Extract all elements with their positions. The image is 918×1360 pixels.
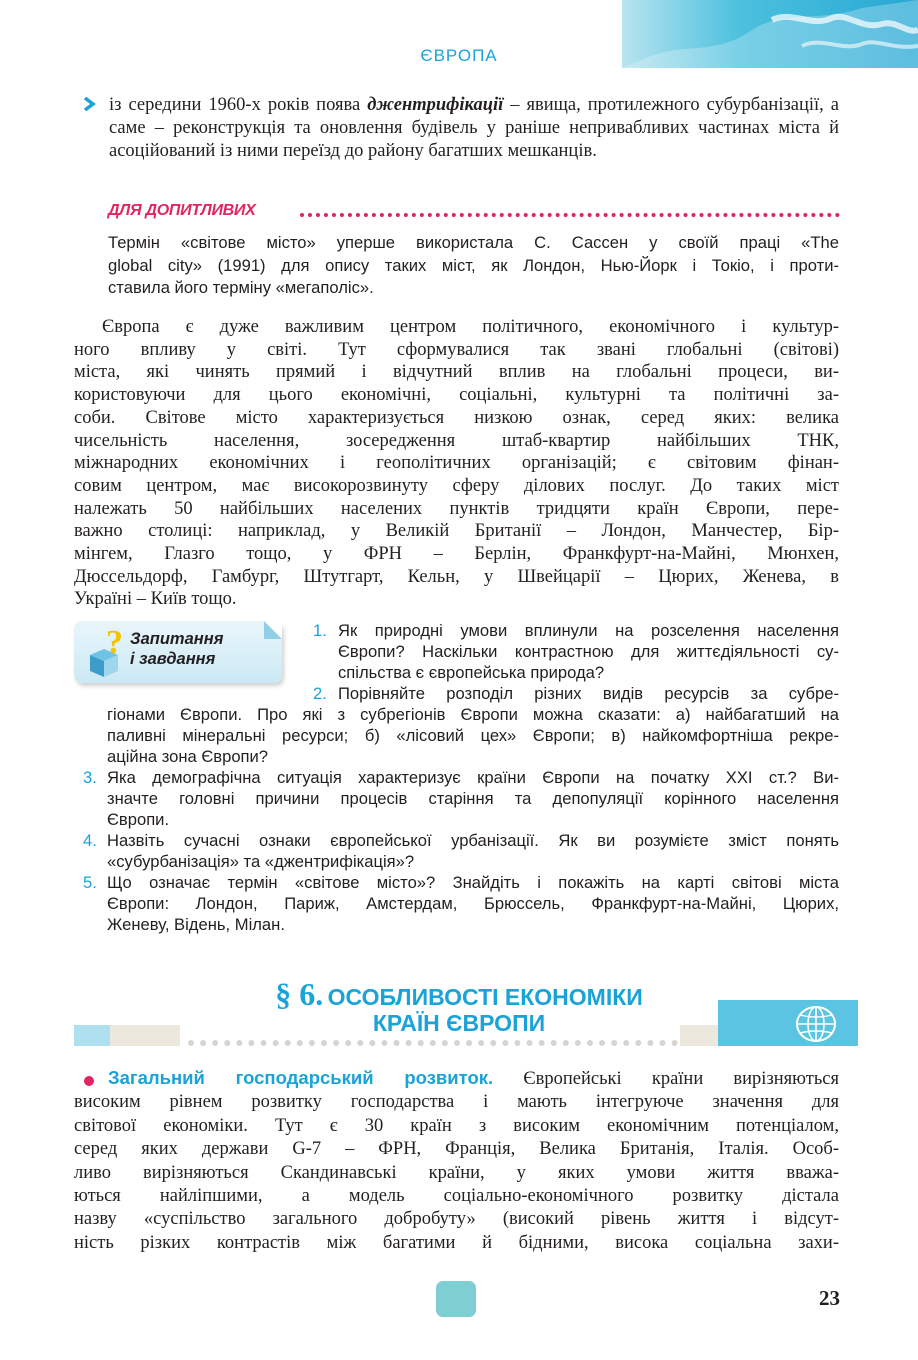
decor-band (74, 1025, 110, 1046)
questions-badge (74, 621, 282, 683)
question-number: 4. (83, 831, 97, 850)
paragraph-line: соби. Світове місто характеризується низкою ознак, серед яких: велика (74, 407, 839, 428)
term-gentrification: джентрифікації (367, 95, 504, 115)
paragraph-number: § 6. (275, 976, 324, 1012)
paragraph-line: совим центром, має високорозвинуту сферу ділових послуг. До таких міст (74, 475, 839, 496)
paragraph-line: назву «суспільство загального добробуту» (високий рівень життя і відсут- (74, 1209, 839, 1230)
paragraph-line: Дюссельдорф, Гамбург, Штутгарт, Кельн, у Швейцарії – Цюрих, Женева, в (74, 566, 839, 587)
paragraph-line: ного впливу у світі. Тут сформувалися так звані глобальні (світові) (74, 339, 839, 360)
question-number: 1. (313, 621, 327, 640)
question-line: аційна зона Європи? (107, 747, 269, 766)
paragraph-line-text: Європейські країни вирізняються (493, 1069, 839, 1089)
paragraph-line: ливо вирізняються Скандинавські країни, у яких умови життя вважа- (74, 1162, 839, 1183)
paragraph-line: ються найліпшими, а модель соціально-економічного розвитку дістала (74, 1186, 839, 1207)
curious-box-text (108, 232, 839, 300)
question-line: спільства є європейська природа? (338, 663, 605, 682)
question-line: Що означає термін «світове місто»? Знайдіть і покажіть на карті світові міста (107, 873, 839, 892)
badge-label-line: Запитання (130, 630, 224, 648)
paragraph-line: ність різких контрастів між багатими й бідними, висока соціальна захи- (74, 1232, 839, 1253)
dotted-divider (188, 1040, 678, 1046)
question-number: 3. (83, 768, 97, 787)
page-number: 23 (819, 1286, 840, 1310)
question-line: Порівняйте розподіл різних видів ресурсів за субре- (338, 684, 839, 703)
paragraph-line: користовуючи для цього економічні, соціальні, культурні та політичні за- (74, 385, 839, 406)
chevron-right-icon (82, 96, 96, 117)
curious-box-title: ДЛЯ ДОПИТЛИВИХ (108, 202, 256, 219)
page-tab (436, 1281, 476, 1317)
question-line: Женеву, Відень, Мілан. (107, 915, 285, 934)
paragraph-line: мінгем, Глазго тощо, у ФРН – Берлін, Франкфурт-на-Майні, Мюнхен, (74, 544, 839, 565)
curious-line: global city» (1991) для опису таких міст, як Лондон, Нью-Йорк і Токіо, і проти- (108, 255, 839, 275)
question-number: 5. (83, 873, 97, 892)
question-cube-icon (80, 625, 128, 684)
paragraph-line: чисельність населення, зосередження штаб-квартир найбільших ТНК, (74, 430, 839, 451)
economy-heading: Загальний господарський розвиток. (108, 1067, 494, 1088)
svg-text:?: ? (106, 625, 123, 661)
question-line: Європи? Наскільки контрастною для життєдіяльності су- (338, 642, 839, 661)
paragraph-line (74, 1066, 839, 1091)
paragraph-title-line2: КРАЇН ЄВРОПИ (372, 1010, 546, 1036)
paragraph-line: міста, які чинять прямий і відчутний вплив на глобальні процеси, ви- (74, 362, 839, 383)
paragraph-line: високим рівнем розвитку господарства і мають інтегруюче значення для (74, 1092, 839, 1113)
curious-line: ставила його терміну «мегаполіс». (108, 278, 374, 298)
question-line: гіонами Європи. Про які з субрегіонів Європи можна сказати: а) найбагатший на (107, 705, 839, 724)
running-header-section: ЄВРОПА (420, 46, 498, 65)
question-number: 2. (313, 684, 327, 703)
question-line: Європи: Лондон, Париж, Амстердам, Брюссель, Франкфурт-на-Майні, Цюрих, (107, 894, 839, 913)
bullet-text-after: – явища, протилежного субурбанізації, а саме – реконструкція та оновлення будівель у раніше непривабливих частинах міста й асоційований із ними переїзд до району багатших мешканців. (109, 95, 839, 162)
question-line: Як природні умови вплинули на розселення населення (338, 621, 839, 640)
globe-icon (792, 1004, 840, 1049)
paragraph-line: світової економіки. Тут є 30 країн з високим економічним потенціалом, (74, 1115, 839, 1136)
question-line: Назвіть сучасні ознаки європейської урбанізації. Як ви розумієте зміст понять (107, 831, 839, 850)
paragraph-line: міжнародних економічних і геополітичних організацій; є світовим фінан- (74, 453, 839, 474)
main-paragraph (74, 316, 839, 611)
question-line: Європи. (107, 810, 170, 829)
badge-label-line: і завдання (130, 650, 216, 668)
paragraph-title-line1: ОСОБЛИВОСТІ ЕКОНОМІКИ (327, 984, 643, 1010)
paragraph-line: серед яких держави G-7 – ФРН, Франція, Велика Британія, Італія. Особ- (74, 1139, 839, 1160)
bullet-text-before: із середини 1960-х років поява (109, 95, 368, 115)
paragraph-line: Європа є дуже важливим центром політичного, економічного і культур- (102, 317, 839, 337)
curious-line: Термін «світове місто» уперше використала С. Сассен у своїй праці «The (108, 233, 839, 252)
economy-paragraph (74, 1066, 839, 1255)
paragraph-line: важно столиці: наприклад, у Великій Британії – Лондон, Манчестер, Бір- (74, 521, 839, 542)
question-line: «субурбанізація» та «джентрифікація»? (107, 852, 415, 871)
paragraph-line: Україні – Київ тощо. (74, 589, 237, 610)
question-line: паливні мінеральні ресурси; б) «лісовий цех» Європи; в) найкомфортніша рекре- (107, 726, 839, 745)
gentrification-bullet-text (109, 94, 839, 164)
decor-band (110, 1025, 180, 1046)
questions-badge-label (130, 629, 223, 669)
page-curl (264, 621, 282, 639)
question-line: Яка демографічна ситуація характеризує країни Європи на початку XXI ст.? Ви- (107, 768, 839, 787)
paragraph-line: належать 50 найбільших населених пунктів тридцяти країн Європи, пере- (74, 498, 839, 519)
dotted-divider (300, 213, 840, 217)
question-line: значте головні причини процесів старіння та депопуляції корінного населення (107, 789, 839, 808)
